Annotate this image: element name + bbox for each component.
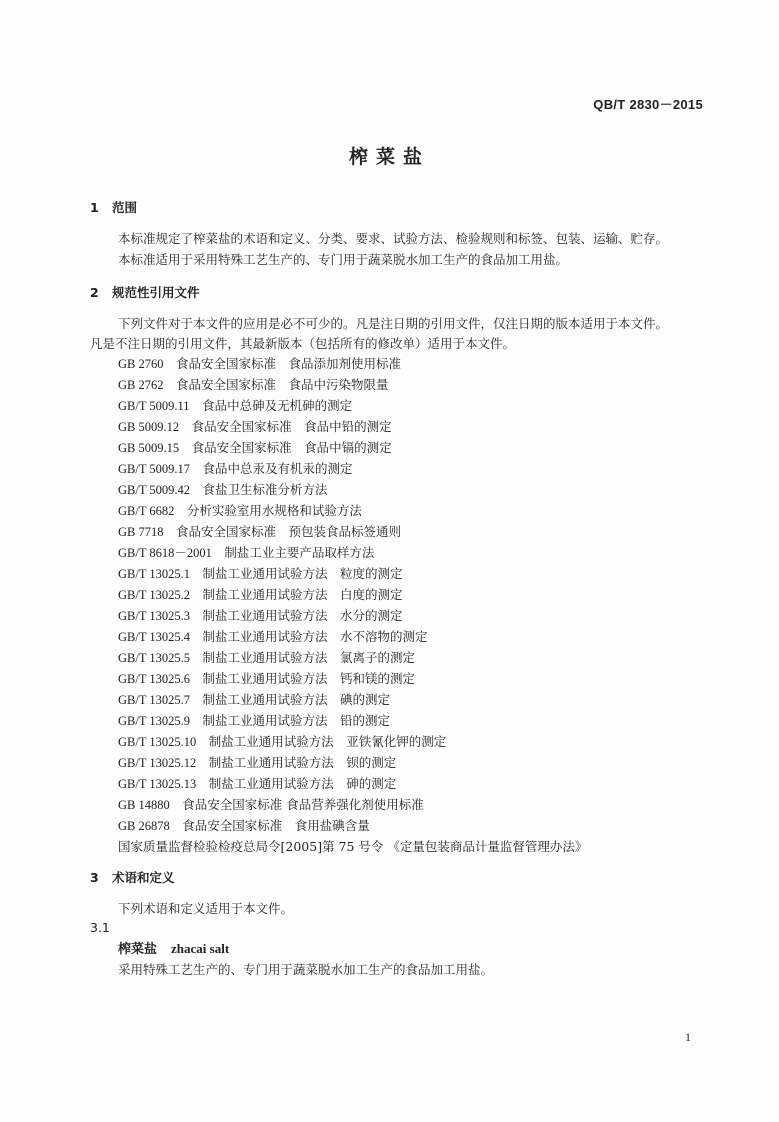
section-3-heading	[90, 868, 175, 886]
reference-item: GB 2760 食品安全国家标准 食品添加剂使用标准	[118, 356, 402, 371]
term-english: zhacai salt	[171, 941, 230, 956]
reference-item: GB 7718 食品安全国家标准 预包装食品标签通则	[118, 524, 402, 539]
document-title: 榨菜盐	[348, 146, 430, 168]
section-1-heading	[90, 198, 137, 216]
reference-item: GB/T 13025.6 制盐工业通用试验方法 钙和镁的测定	[118, 671, 416, 686]
reference-item: GB 26878 食品安全国家标准 食用盐碘含量	[118, 818, 370, 833]
reference-item: GB/T 5009.17 食品中总汞及有机汞的测定	[118, 461, 353, 476]
reference-item: GB/T 13025.2 制盐工业通用试验方法 白度的测定	[118, 587, 403, 602]
scope-paragraph-2: 本标准适用于采用特殊工艺生产的、专门用于蔬菜脱水加工生产的食品加工用盐。	[118, 252, 569, 267]
section-title: 规范性引用文件	[112, 285, 200, 300]
standard-code: QB/T 2830－2015	[593, 97, 703, 112]
term-entry	[118, 938, 229, 957]
section-number: 1	[90, 200, 99, 215]
scope-paragraph-1: 本标准规定了榨菜盐的术语和定义、分类、要求、试验方法、检验规则和标签、包装、运输、贮存。	[118, 231, 669, 246]
reference-item: GB/T 13025.12 制盐工业通用试验方法 钡的测定	[118, 755, 397, 770]
reference-item: GB/T 13025.7 制盐工业通用试验方法 碘的测定	[118, 692, 391, 707]
section-number: 3	[90, 870, 99, 885]
normative-intro-line-2: 凡是不注日期的引用文件，其最新版本（包括所有的修改单）适用于本文件。	[90, 336, 516, 351]
reference-item: GB/T 6682 分析实验室用水规格和试验方法	[118, 503, 362, 518]
reference-item: GB/T 13025.9 制盐工业通用试验方法 铅的测定	[118, 713, 391, 728]
reference-item: 国家质量监督检验检疫总局令[2005]第 75 号令 《定量包装商品计量监督管理办法》	[118, 839, 588, 854]
reference-item: GB/T 13025.5 制盐工业通用试验方法 氯离子的测定	[118, 650, 416, 665]
section-title: 术语和定义	[112, 870, 175, 885]
reference-item: GB 14880 食品安全国家标准 食品营养强化剂使用标准	[118, 797, 424, 812]
section-title: 范围	[112, 200, 138, 215]
page-number: 1	[685, 1030, 691, 1044]
reference-item: GB/T 13025.4 制盐工业通用试验方法 水不溶物的测定	[118, 629, 428, 644]
reference-item: GB/T 13025.10 制盐工业通用试验方法 亚铁氰化钾的测定	[118, 734, 447, 749]
reference-item: GB/T 5009.42 食盐卫生标准分析方法	[118, 482, 328, 497]
terms-intro: 下列术语和定义适用于本文件。	[118, 901, 294, 916]
subsection-3-1-number: 3.1	[90, 920, 110, 935]
normative-intro-line-1: 下列文件对于本文件的应用是必不可少的。凡是注日期的引用文件，仅注日期的版本适用于本文件。	[118, 316, 669, 331]
reference-item: GB/T 13025.13 制盐工业通用试验方法 砷的测定	[118, 776, 397, 791]
term-chinese: 榨菜盐	[118, 942, 158, 957]
term-definition: 采用特殊工艺生产的、专门用于蔬菜脱水加工生产的食品加工用盐。	[118, 962, 494, 977]
section-number: 2	[90, 285, 99, 300]
reference-item: GB/T 13025.1 制盐工业通用试验方法 粒度的测定	[118, 566, 403, 581]
reference-item: GB 5009.12 食品安全国家标准 食品中铅的测定	[118, 419, 392, 434]
reference-item: GB/T 13025.3 制盐工业通用试验方法 水分的测定	[118, 608, 403, 623]
reference-item: GB 5009.15 食品安全国家标准 食品中镉的测定	[118, 440, 392, 455]
reference-item: GB/T 5009.11 食品中总砷及无机砷的测定	[118, 398, 353, 413]
section-2-heading	[90, 283, 200, 301]
reference-item: GB/T 8618－2001 制盐工业主要产品取样方法	[118, 545, 375, 560]
reference-item: GB 2762 食品安全国家标准 食品中污染物限量	[118, 377, 389, 392]
